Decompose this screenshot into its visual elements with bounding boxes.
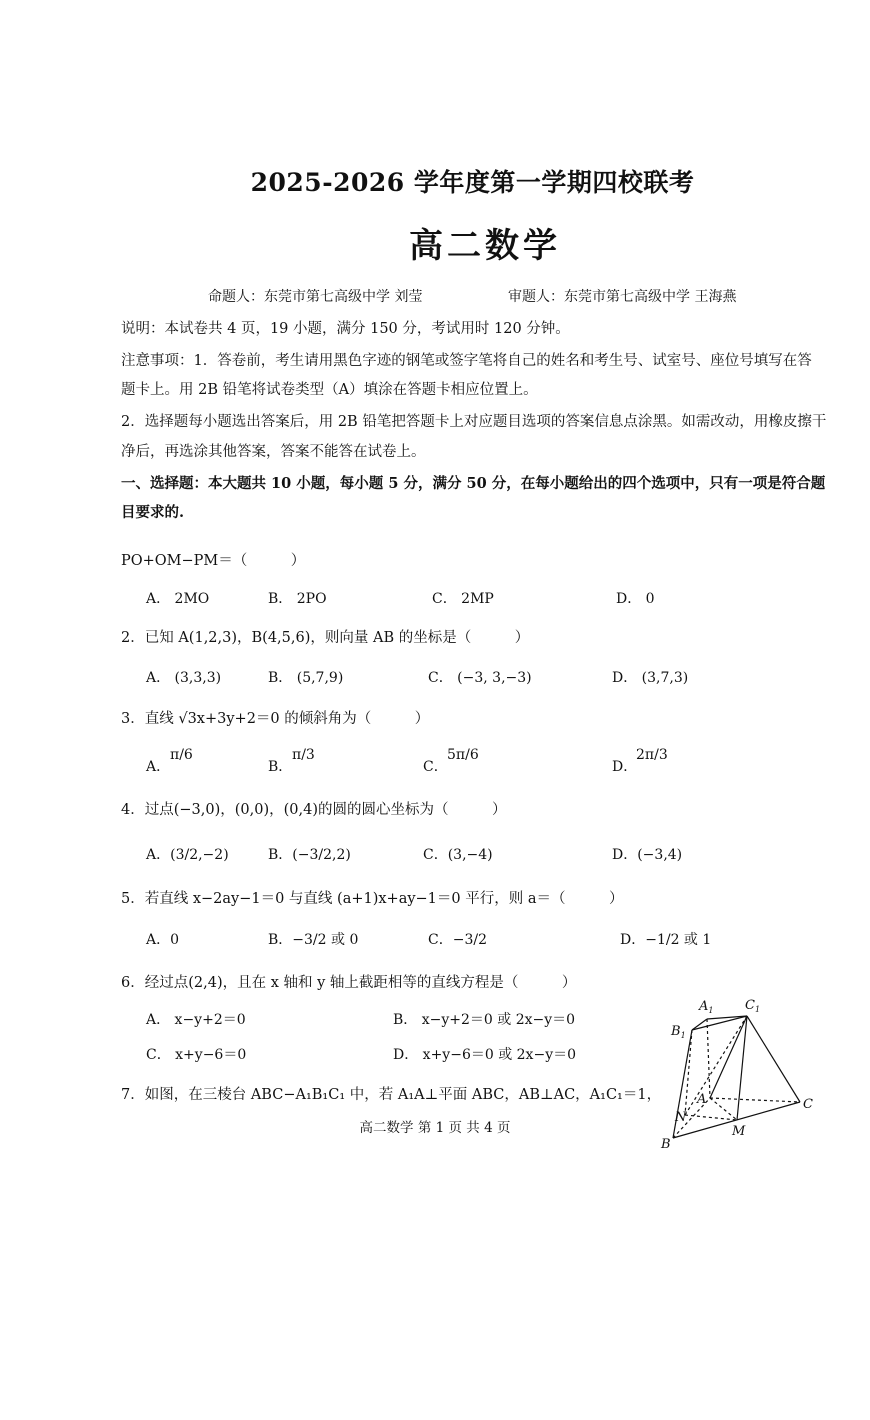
label-c1: $C_1$ bbox=[745, 998, 761, 1014]
label-a: A bbox=[697, 1092, 707, 1107]
question-3-stem: 3．直线 √3x+3y+2＝0 的倾斜角为（ ） bbox=[121, 711, 430, 727]
q4-option-a: A．(3/2,−2) bbox=[146, 847, 229, 863]
question-1 bbox=[121, 549, 305, 570]
question-5-stem: 5．若直线 x−2ay−1＝0 与直线 (a+1)x+ay−1＝0 平行，则 a＝（ ） bbox=[121, 891, 624, 907]
q3-option-a: π/6 bbox=[170, 747, 193, 763]
q3-option-c: 5π/6 bbox=[447, 747, 479, 763]
label-m: M bbox=[732, 1124, 746, 1139]
question-1-stem: PO+OM−PM＝（ ） bbox=[121, 553, 306, 569]
q3-option-a-label: A． bbox=[146, 759, 171, 775]
q1-option-d: D． 0 bbox=[616, 591, 655, 607]
q6-option-d: D． x+y−6＝0 或 2x−y＝0 bbox=[393, 1047, 577, 1063]
question-6-stem: 6．经过点(2,4)，且在 x 轴和 y 轴上截距相等的直线方程是（ ） bbox=[121, 975, 577, 991]
q5-option-d: D．−1/2 或 1 bbox=[620, 932, 712, 948]
edge-c1-c bbox=[747, 1016, 800, 1102]
exam-description: 说明：本试卷共 4 页，19 小题，满分 150 分，考试用时 120 分钟。 bbox=[121, 321, 570, 337]
q2-option-c: C． (−3, 3,−3) bbox=[428, 670, 532, 686]
q4-option-c: C．(3,−4) bbox=[423, 847, 493, 863]
q4-option-b: B．(−3/2,2) bbox=[268, 847, 351, 863]
edge-c1-m bbox=[737, 1016, 747, 1120]
q5-option-a: A．0 bbox=[146, 932, 180, 948]
question-4-stem: 4．过点(−3,0)，(0,0)，(0,4)的圆的圆心坐标为（ ） bbox=[121, 802, 507, 818]
section-1-heading-cont: 目要求的. bbox=[121, 504, 185, 521]
q1-option-c: C． 2MP bbox=[432, 591, 494, 607]
q1-option-a: A． 2MO bbox=[146, 591, 210, 607]
q5-option-b: B．−3/2 或 0 bbox=[268, 932, 359, 948]
edge-b1-n bbox=[685, 1030, 692, 1115]
q4-option-d: D．(−3,4) bbox=[612, 847, 683, 863]
question-reviewer: 审题人：东莞市第七高级中学 王海燕 bbox=[508, 289, 737, 305]
page-footer: 高二数学 第 1 页 共 4 页 bbox=[359, 1120, 511, 1136]
q6-option-c: C． x+y−6＝0 bbox=[146, 1047, 247, 1063]
edge-n-c1 bbox=[685, 1016, 747, 1115]
label-a1: $A_1$ bbox=[699, 999, 714, 1015]
q2-option-d: D． (3,7,3) bbox=[612, 670, 689, 686]
q1-option-b: B． 2PO bbox=[268, 591, 327, 607]
question-2-stem: 2．已知 A(1,2,3)，B(4,5,6)，则向量 AB 的坐标是（ ） bbox=[121, 630, 530, 646]
edge-c1-a bbox=[710, 1016, 747, 1098]
q6-option-a: A． x−y+2＝0 bbox=[146, 1012, 246, 1028]
label-c: C bbox=[803, 1097, 813, 1112]
q2-option-b: B． (5,7,9) bbox=[268, 670, 344, 686]
q3-option-c-label: C． bbox=[423, 759, 448, 775]
section-1-heading: 一、选择题：本大题共 10 小题，每小题 5 分，满分 50 分，在每小题给出的四个选项中，只有一项是符合题 bbox=[121, 475, 826, 492]
note-2-line-2: 净后，再选涂其他答案，答案不能答在试卷上。 bbox=[121, 444, 426, 460]
q3-option-d: 2π/3 bbox=[636, 747, 668, 763]
q5-option-c: C．−3/2 bbox=[428, 932, 487, 948]
subject-title: 高二数学 bbox=[409, 226, 561, 266]
note-1-line-1: 注意事项：1．答卷前，考生请用黑色字迹的钢笔或签字笔将自己的姓名和考生号、试室号、座位号填写在答 bbox=[121, 353, 812, 369]
edge-a-c bbox=[710, 1098, 800, 1102]
q2-option-a: A． (3,3,3) bbox=[146, 670, 222, 686]
q3-option-d-label: D． bbox=[612, 759, 638, 775]
q3-option-b: π/3 bbox=[292, 747, 315, 763]
q6-option-b: B． x−y+2＝0 或 2x−y＝0 bbox=[393, 1012, 576, 1028]
exam-title: 2025-2026 学年度第一学期四校联考 bbox=[250, 168, 695, 197]
question-setter: 命题人：东莞市第七高级中学 刘莹 bbox=[208, 289, 423, 305]
label-n: N bbox=[675, 1110, 687, 1125]
question-7-stem: 7．如图，在三棱台 ABC−A₁B₁C₁ 中，若 A₁A⊥平面 ABC，AB⊥AC，A₁C₁＝1， bbox=[121, 1087, 662, 1103]
note-1-line-2: 题卡上。用 2B 铅笔将试卷类型（A）填涂在答题卡相应位置上。 bbox=[121, 382, 538, 398]
label-b: B bbox=[661, 1137, 671, 1152]
q3-option-b-label: B． bbox=[268, 759, 293, 775]
label-b1: $B_1$ bbox=[671, 1024, 686, 1040]
note-2-line-1: 2．选择题每小题选出答案后，用 2B 铅笔把答题卡上对应题目选项的答案信息点涂黑。如需改动，用橡皮擦干 bbox=[121, 414, 827, 430]
edge-a1-a bbox=[707, 1019, 710, 1098]
